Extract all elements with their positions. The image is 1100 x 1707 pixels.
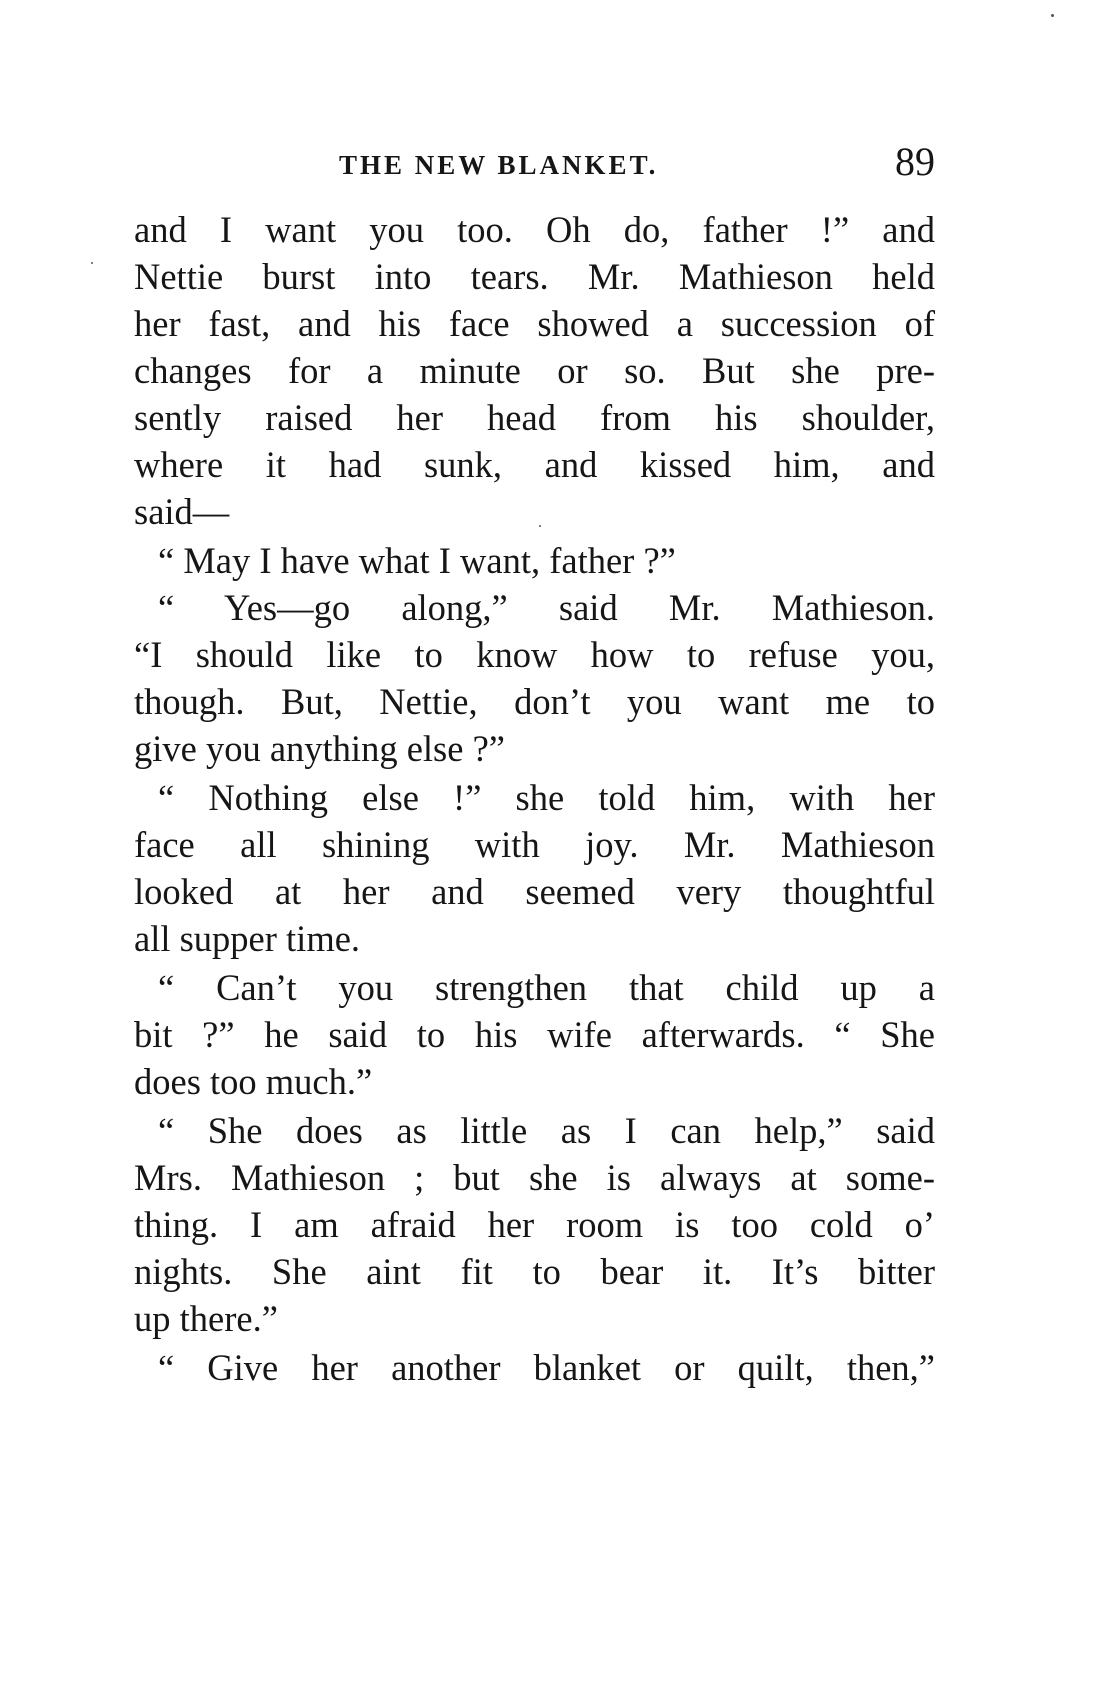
text-line: “ May I have what I want, father ?”	[158, 540, 676, 581]
text-line: said—	[134, 491, 230, 532]
text-line: bit ?” he said to his wife afterwards. “ She	[134, 1014, 935, 1055]
text-line: “ Can’t you strengthen that child up a	[158, 967, 935, 1008]
page-header	[134, 138, 935, 188]
page-number: 89	[895, 139, 935, 184]
scan-speck	[91, 262, 93, 264]
text-line: changes for a minute or so. But she pre-	[134, 350, 935, 391]
text-line: face all shining with joy. Mr. Mathieson	[134, 824, 935, 865]
running-head: THE NEW BLANKET.	[339, 150, 659, 180]
text-line: and I want you too. Oh do, father !” and	[134, 209, 935, 250]
text-line: Nettie burst into tears. Mr. Mathieson held	[134, 256, 935, 297]
text-line: up there.”	[134, 1298, 278, 1339]
text-line: looked at her and seemed very thoughtful	[134, 871, 935, 912]
text-line: her fast, and his face showed a succession of	[134, 303, 935, 344]
scan-speck	[1051, 14, 1054, 17]
text-line: sently raised her head from his shoulder,	[134, 397, 935, 438]
text-line: “ Yes—go along,” said Mr. Mathieson.	[158, 587, 935, 628]
text-line: thing. I am afraid her room is too cold o’	[134, 1204, 935, 1245]
text-line: does too much.”	[134, 1061, 373, 1102]
text-line: nights. She aint fit to bear it. It’s bitter	[134, 1251, 935, 1292]
text-line: though. But, Nettie, don’t you want me to	[134, 681, 935, 722]
text-line: Mrs. Mathieson ; but she is always at some-	[134, 1157, 935, 1198]
text-line: “ She does as little as I can help,” said	[158, 1110, 935, 1151]
text-line: where it had sunk, and kissed him, and	[134, 444, 935, 485]
text-line: “ Give her another blanket or quilt, then,”	[158, 1347, 935, 1388]
text-line: give you anything else ?”	[134, 728, 505, 769]
text-line: “I should like to know how to refuse you,	[134, 634, 935, 675]
scan-speck	[539, 525, 541, 527]
text-line: all supper time.	[134, 918, 361, 959]
text-line: “ Nothing else !” she told him, with her	[158, 777, 935, 818]
